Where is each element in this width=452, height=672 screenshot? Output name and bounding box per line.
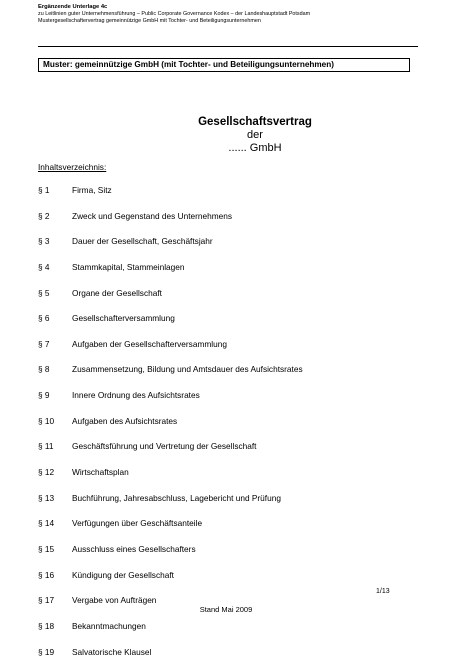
toc-item-number: § 19 bbox=[38, 646, 55, 657]
toc-item-number: § 3 bbox=[38, 236, 50, 247]
toc-item-number: § 13 bbox=[38, 492, 55, 503]
toc-item-title: Ausschluss eines Gesellschafters bbox=[72, 543, 196, 554]
toc-item-number: § 4 bbox=[38, 261, 50, 272]
toc-item bbox=[38, 390, 418, 400]
toc-item-title: Stammkapital, Stammeinlagen bbox=[72, 261, 185, 272]
footer-date: Stand Mai 2009 bbox=[199, 605, 253, 614]
header-line-2: zu Leitlinien guter Unternehmensführung – Public Corporate Governance Kodex – der Landeshauptstadt Potsdam bbox=[38, 11, 311, 17]
toc-item bbox=[38, 364, 418, 374]
document-title: Gesellschaftsvertrag bbox=[198, 116, 312, 128]
toc-item bbox=[38, 185, 418, 195]
toc-item bbox=[38, 518, 418, 528]
toc-item-number: § 11 bbox=[38, 441, 54, 452]
toc-item bbox=[38, 211, 418, 221]
toc-item-title: Bekanntmachungen bbox=[72, 620, 146, 631]
toc-item-title: Gesellschafterversammlung bbox=[72, 313, 175, 324]
toc-item bbox=[38, 544, 418, 554]
toc-item-title: Aufgaben des Aufsichtsrates bbox=[72, 415, 178, 426]
toc-item-title: Aufgaben der Gesellschafterversammlung bbox=[72, 338, 227, 349]
toc-item bbox=[38, 236, 418, 246]
title-line-3: ...... GmbH bbox=[228, 142, 282, 154]
toc-item-number: § 12 bbox=[38, 467, 55, 478]
toc-item-number: § 6 bbox=[38, 313, 50, 324]
toc-heading: Inhaltsverzeichnis: bbox=[38, 162, 107, 172]
toc-item-number: § 10 bbox=[38, 415, 55, 426]
toc-item-title: Dauer der Gesellschaft, Geschäftsjahr bbox=[72, 236, 213, 247]
toc-item-title: Geschäftsführung und Vertretung der Gesellschaft bbox=[72, 441, 257, 452]
toc-item-number: § 2 bbox=[38, 210, 50, 221]
toc-item-title: Innere Ordnung des Aufsichtsrates bbox=[72, 390, 200, 401]
toc-item-title: Firma, Sitz bbox=[72, 185, 112, 195]
toc-item bbox=[38, 416, 418, 426]
toc-item bbox=[38, 621, 418, 631]
toc-item-title: Organe der Gesellschaft bbox=[72, 287, 162, 298]
toc-item bbox=[38, 313, 418, 323]
toc-item-title: Vergabe von Aufträgen bbox=[72, 595, 157, 606]
toc-item-title: Wirtschaftsplan bbox=[72, 467, 129, 478]
toc-item bbox=[38, 262, 418, 272]
toc-item-title: Salvatorische Klausel bbox=[72, 646, 152, 657]
header-rule bbox=[38, 46, 418, 47]
toc-item bbox=[38, 595, 418, 605]
toc-item-title: Buchführung, Jahresabschluss, Lagebericht und Prüfung bbox=[72, 492, 281, 503]
toc-item bbox=[38, 441, 418, 451]
title-line-2: der bbox=[247, 129, 263, 141]
toc-item-number: § 15 bbox=[38, 543, 55, 554]
header-line-1: Ergänzende Unterlage 4c bbox=[38, 4, 108, 10]
toc-item-number: § 9 bbox=[38, 390, 50, 401]
toc-item-title: Zweck und Gegenstand des Unternehmens bbox=[72, 210, 233, 221]
toc-item-number: § 1 bbox=[38, 185, 50, 195]
toc-item-number: § 17 bbox=[38, 595, 55, 606]
toc-item bbox=[38, 493, 418, 503]
toc-item bbox=[38, 339, 418, 349]
toc-item bbox=[38, 570, 418, 580]
toc-item-title: Verfügungen über Geschäftsanteile bbox=[72, 518, 203, 529]
page-header bbox=[38, 4, 418, 25]
title-block bbox=[0, 116, 452, 155]
toc-item-number: § 5 bbox=[38, 287, 50, 298]
toc-item-number: § 8 bbox=[38, 364, 50, 375]
page-number: 1/13 bbox=[376, 588, 390, 595]
toc-item-number: § 14 bbox=[38, 518, 55, 529]
toc-item bbox=[38, 288, 418, 298]
toc-item bbox=[38, 467, 418, 477]
toc-item-number: § 16 bbox=[38, 569, 55, 580]
header-line-3: Mustergesellschaftervertrag gemeinnützige GmbH mit Tochter- und Beteiligungsunternehmen bbox=[38, 18, 261, 24]
toc-item bbox=[38, 647, 418, 657]
toc-item-number: § 7 bbox=[38, 338, 50, 349]
document-type-banner: Muster: gemeinnützige GmbH (mit Tochter- und Beteiligungsunternehmen) bbox=[38, 58, 410, 72]
table-of-contents bbox=[38, 185, 418, 672]
toc-item-number: § 18 bbox=[38, 620, 55, 631]
toc-item-title: Kündigung der Gesellschaft bbox=[72, 569, 174, 580]
toc-item-title: Zusammensetzung, Bildung und Amtsdauer des Aufsichtsrates bbox=[72, 364, 303, 375]
